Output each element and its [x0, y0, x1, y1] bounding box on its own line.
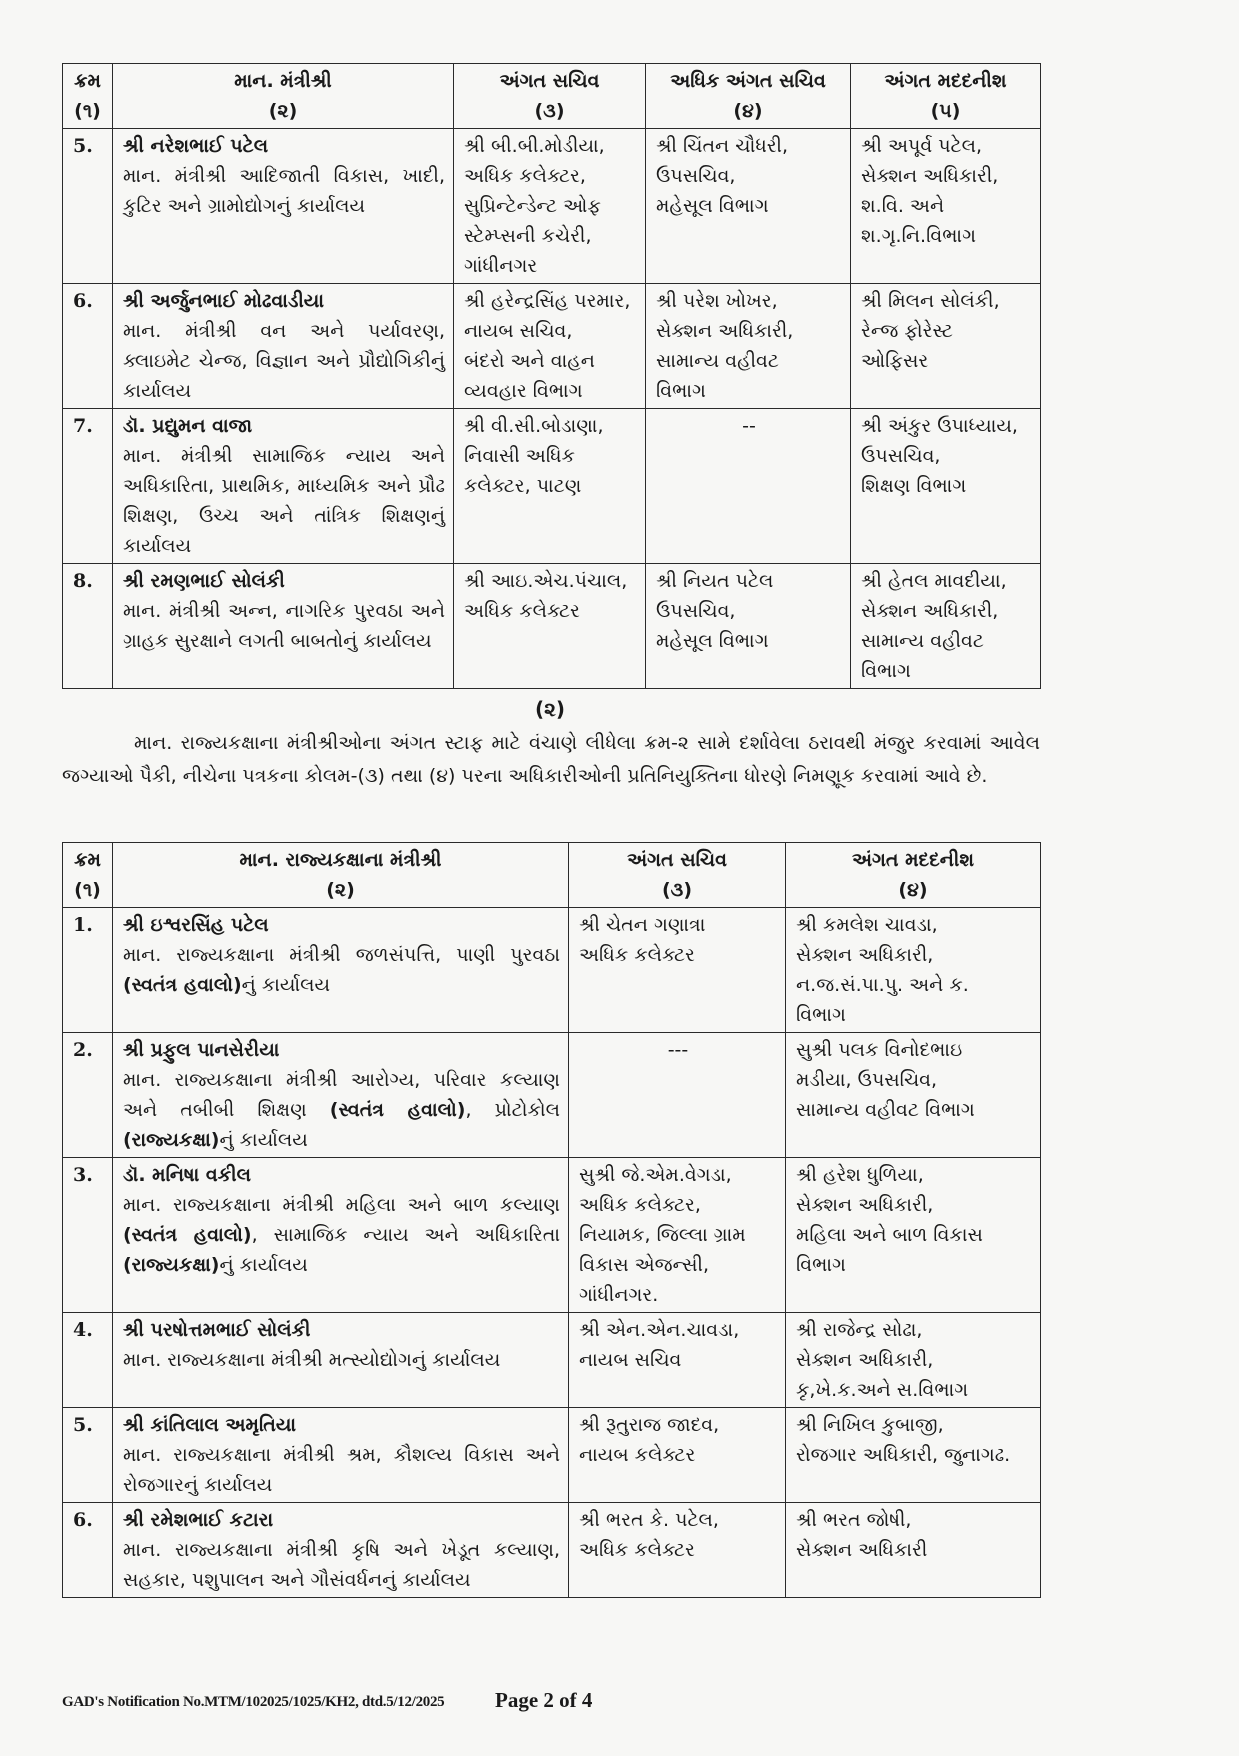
page-number: Page 2 of 4 [495, 1688, 593, 1712]
cell-line: વિભાગ [796, 1254, 846, 1276]
cell-line: શિક્ષણ વિભાગ [861, 475, 967, 497]
personal-secretary-cell [454, 564, 646, 689]
personal-secretary-cell [569, 1408, 786, 1503]
cell-line: સેક્શન અધિકારી [796, 1539, 928, 1561]
table-row [63, 1503, 1041, 1598]
cell-line: શ્રી હેતલ માવદીયા, [861, 570, 1007, 592]
cell-line: શ્રી અંકુર ઉપાધ્યાય, [861, 415, 1018, 437]
header-personal-secretary: અંગત સચિવ (૩) [569, 843, 786, 908]
cell-line: વિભાગ [656, 380, 706, 402]
personal-secretary-cell [454, 284, 646, 409]
minister-cell [113, 1158, 569, 1313]
table-row [63, 409, 1041, 564]
minister-portfolio: માન. રાજ્યકક્ષાના મંત્રીશ્રી જળસંપત્તિ, પાણી પુરવઠા (સ્વતંત્ર હવાલો)નું કાર્યાલય [123, 944, 560, 996]
cell-line: સેક્શન અધિકારી, [861, 600, 999, 622]
cell-line: મહિલા અને બાળ વિકાસ [796, 1224, 983, 1246]
cell-line: કલેક્ટર, પાટણ [464, 475, 582, 497]
cell-line: રોજગાર અધિકારી, જુનાગઢ. [796, 1444, 1011, 1466]
minister-cell [113, 129, 454, 284]
cell-line: સુશ્રી પલક વિનોદભાઇ [796, 1039, 963, 1061]
cell-line: ઉપસચિવ, [656, 600, 736, 622]
cell-line: શ.ગૃ.નિ.વિભાગ [861, 225, 976, 247]
cell-line: નિવાસી અધિક [464, 445, 575, 467]
minister-portfolio: માન. રાજ્યકક્ષાના મંત્રીશ્રી મત્સ્યોદ્યોગનું કાર્યાલય [123, 1349, 501, 1371]
serial-number: 7. [63, 409, 113, 564]
personal-assistant-cell [786, 1158, 1041, 1313]
minister-name: ડૉ. પ્રદ્યુમન વાજા [123, 415, 253, 437]
section-number: (૨) [534, 697, 566, 721]
cell-line: સુપ્રિન્ટેન્ડેન્ટ ઓફ [464, 195, 601, 217]
personal-secretary-cell [569, 1158, 786, 1313]
cell-line: શ્રી નિયત પટેલ [656, 570, 774, 592]
cell-line: અધિક કલેક્ટર [464, 600, 580, 622]
cell-line: અધિક કલેક્ટર [579, 1539, 695, 1561]
personal-assistant-cell [786, 1503, 1041, 1598]
cell-line: નાયબ સચિવ [579, 1349, 682, 1371]
cell-line: શ્રી પરેશ ખોખર, [656, 290, 778, 312]
cell-line: શ્રી ભરત જોષી, [796, 1509, 912, 1531]
minister-cell [113, 1033, 569, 1158]
cell-line: વ્યવહાર વિભાગ [464, 380, 583, 402]
personal-secretary-cell [454, 129, 646, 284]
cell-line: શ્રી ચિંતન ચૌધરી, [656, 135, 789, 157]
header-state-minister: માન. રાજ્યકક્ષાના મંત્રીશ્રી (૨) [113, 843, 569, 908]
minister-portfolio: માન. રાજ્યકક્ષાના મંત્રીશ્રી મહિલા અને બાળ કલ્યાણ (સ્વતંત્ર હવાલો), સામાજિક ન્યાય અને અધિકારિતા (રાજ્યકક્ષા)નું કાર્યાલય [123, 1194, 560, 1276]
cabinet-ministers-staff-table [62, 63, 1041, 689]
serial-number: 1. [63, 908, 113, 1033]
table-row [63, 1408, 1041, 1503]
serial-number: 2. [63, 1033, 113, 1158]
minister-name: ડૉ. મનિષા વકીલ [123, 1164, 251, 1186]
section-paragraph: માન. રાજ્યકક્ષાના મંત્રીશ્રીઓના અંગત સ્ટાફ માટે વંચાણે લીધેલા ક્રમ-૨ સામે દર્શાવેલા ઠરાવથી મંજુર કરવામાં આવેલ જગ્યાઓ પૈકી, નીચેના પત્રકના કોલમ-(૩) તથા (૪) પરના અધિકારીઓની પ્રતિનિયુક્તિના ધોરણે નિમણૂક કરવામાં આવે છે. [62, 732, 1040, 787]
personal-assistant-cell [786, 1313, 1041, 1408]
minister-portfolio: માન. મંત્રીશ્રી અન્ન, નાગરિક પુરવઠા અને ગ્રાહક સુરક્ષાને લગતી બાબતોનું કાર્યાલય [123, 600, 445, 652]
cell-line: મડીયા, ઉપસચિવ, [796, 1069, 938, 1091]
minister-name: શ્રી ઇશ્વરસિંહ પટેલ [123, 914, 269, 936]
cell-line: સામાન્ય વહીવટ [656, 350, 779, 372]
serial-number: 3. [63, 1158, 113, 1313]
cell-line: ઉપસચિવ, [656, 165, 736, 187]
header-personal-assistant: અંગત મદદનીશ (૪) [786, 843, 1041, 908]
header-serial: ક્રમ (૧) [63, 843, 113, 908]
serial-number: 8. [63, 564, 113, 689]
cell-line: કૃ,ખે.ક.અને સ.વિભાગ [796, 1379, 969, 1401]
minister-cell [113, 1408, 569, 1503]
header-additional-personal-secretary: અધિક અંગત સચિવ (૪) [646, 64, 851, 129]
personal-assistant-cell [851, 409, 1041, 564]
additional-personal-secretary-cell [646, 284, 851, 409]
minister-name: શ્રી નરેશભાઈ પટેલ [123, 135, 269, 157]
minister-cell [113, 284, 454, 409]
cell-line: સુશ્રી જે.એમ.વેગડા, [579, 1164, 732, 1186]
personal-secretary-cell [569, 1033, 786, 1158]
minister-name: શ્રી રમેશભાઈ કટારા [123, 1509, 274, 1531]
minister-name: શ્રી કાંતિલાલ અમૃતિયા [123, 1414, 297, 1436]
header-personal-secretary: અંગત સચિવ (૩) [454, 64, 646, 129]
serial-number: 4. [63, 1313, 113, 1408]
minister-portfolio: માન. મંત્રીશ્રી વન અને પર્યાવરણ, ક્લાઇમેટ ચેન્જ, વિજ્ઞાન અને પ્રૌદ્યોગિકીનું કાર્યાલય [123, 320, 445, 402]
cell-line: શ્રી હરેન્દ્રસિંહ પરમાર, [464, 290, 631, 312]
state-ministers-staff-table [62, 842, 1041, 1598]
cell-line: શ્રી નિખિલ કુબાજી, [796, 1414, 944, 1436]
personal-assistant-cell [786, 908, 1041, 1033]
header-serial: ક્રમ (૧) [63, 64, 113, 129]
minister-cell [113, 1503, 569, 1598]
table-row [63, 564, 1041, 689]
cell-line: સેક્શન અધિકારી, [861, 165, 999, 187]
table-row [63, 908, 1041, 1033]
minister-portfolio: માન. મંત્રીશ્રી સામાજિક ન્યાય અને અધિકારિતા, પ્રાથમિક, માધ્યમિક અને પ્રૌઢ શિક્ષણ, ઉચ્ચ અને તાંત્રિક શિક્ષણનું કાર્યાલય [123, 445, 445, 557]
minister-cell [113, 409, 454, 564]
table-row [63, 1033, 1041, 1158]
cell-line: સ્ટેમ્પ્સની કચેરી, [464, 225, 592, 247]
cell-line: શ્રી હરેશ ધુળિયા, [796, 1164, 924, 1186]
cell-line: અધિક કલેક્ટર, [464, 165, 586, 187]
cell-line: શ્રી રાજેન્દ્ર સોઢા, [796, 1319, 923, 1341]
serial-number: 6. [63, 1503, 113, 1598]
cell-line: નાયબ કલેક્ટર [579, 1444, 696, 1466]
cell-line: સેક્શન અધિકારી, [656, 320, 794, 342]
cell-line: શ.વિ. અને [861, 195, 945, 217]
additional-personal-secretary-cell [646, 564, 851, 689]
personal-secretary-cell [569, 1503, 786, 1598]
header-personal-assistant: અંગત મદદનીશ (૫) [851, 64, 1041, 129]
cell-line: સેક્શન અધિકારી, [796, 1194, 934, 1216]
minister-name: શ્રી પરષોત્તમભાઈ સોલંકી [123, 1319, 311, 1341]
serial-number: 5. [63, 129, 113, 284]
personal-secretary-cell [569, 1313, 786, 1408]
cell-line: સેક્શન અધિકારી, [796, 944, 934, 966]
cell-line: વિભાગ [796, 1004, 846, 1026]
cell-line: સેક્શન અધિકારી, [796, 1349, 934, 1371]
cell-line: શ્રી મિલન સોલંકી, [861, 290, 1000, 312]
minister-portfolio: માન. રાજ્યકક્ષાના મંત્રીશ્રી આરોગ્ય, પરિવાર કલ્યાણ અને તબીબી શિક્ષણ (સ્વતંત્ર હવાલો), પ્રોટોકોલ (રાજ્યકક્ષા)નું કાર્યાલય [123, 1069, 560, 1151]
cell-line: શ્રી ભરત કે. પટેલ, [579, 1509, 719, 1531]
cell-line: બંદરો અને વાહન [464, 350, 595, 372]
cell-line: રેન્જ ફોરેસ્ટ [861, 320, 953, 342]
cell-line: શ્રી આઇ.એચ.પંચાલ, [464, 570, 628, 592]
cell-line: શ્રી રૂતુરાજ જાદવ, [579, 1414, 720, 1436]
notification-reference: GAD's Notification No.MTM/102025/1025/KH2, dtd.5/12/2025 [62, 1694, 445, 1710]
minister-portfolio: માન. રાજ્યકક્ષાના મંત્રીશ્રી કૃષિ અને ખેડૂત કલ્યાણ, સહકાર, પશુપાલન અને ગૌસંવર્ધનનું કાર્યાલય [123, 1539, 560, 1591]
empty-dash: -- [742, 415, 756, 437]
minister-name: શ્રી પ્રફુલ પાનસેરીયા [123, 1039, 280, 1061]
cell-line: ઓફિસર [861, 350, 929, 372]
personal-assistant-cell [786, 1033, 1041, 1158]
additional-personal-secretary-cell [646, 409, 851, 564]
cell-line: ગાંધીનગર [464, 255, 538, 277]
cell-line: વિકાસ એજન્સી, [579, 1254, 710, 1276]
cell-line: શ્રી બી.બી.મોડીયા, [464, 135, 605, 157]
cell-line: વિભાગ [861, 660, 911, 682]
cell-line: ન.જ.સં.પા.પુ. અને ક. [796, 974, 969, 996]
cell-line: મહેસૂલ વિભાગ [656, 195, 769, 217]
cell-line: સામાન્ય વહીવટ [861, 630, 984, 652]
cell-line: શ્રી ચેતન ગણાત્રા [579, 914, 706, 936]
cell-line: શ્રી કમલેશ ચાવડા, [796, 914, 938, 936]
serial-number: 6. [63, 284, 113, 409]
cell-line: શ્રી એન.એન.ચાવડા, [579, 1319, 740, 1341]
cell-line: ઉપસચિવ, [861, 445, 941, 467]
minister-cell [113, 564, 454, 689]
cell-line: ગાંધીનગર. [579, 1284, 659, 1306]
personal-assistant-cell [786, 1408, 1041, 1503]
additional-personal-secretary-cell [646, 129, 851, 284]
table-row [63, 1313, 1041, 1408]
minister-cell [113, 1313, 569, 1408]
cell-line: અધિક કલેક્ટર, [579, 1194, 701, 1216]
cell-line: શ્રી અપૂર્વ પટેલ, [861, 135, 983, 157]
serial-number: 5. [63, 1408, 113, 1503]
cell-line: સામાન્ય વહીવટ વિભાગ [796, 1099, 975, 1121]
cell-line: શ્રી વી.સી.બોડાણા, [464, 415, 604, 437]
empty-dash: --- [667, 1039, 689, 1061]
minister-cell [113, 908, 569, 1033]
minister-portfolio: માન. રાજ્યકક્ષાના મંત્રીશ્રી શ્રમ, કૌશલ્ય વિકાસ અને રોજગારનું કાર્યાલય [123, 1444, 560, 1496]
cell-line: મહેસૂલ વિભાગ [656, 630, 769, 652]
table-row [63, 284, 1041, 409]
personal-assistant-cell [851, 564, 1041, 689]
table-row [63, 129, 1041, 284]
personal-assistant-cell [851, 129, 1041, 284]
cell-line: નિયામક, જિલ્લા ગ્રામ [579, 1224, 746, 1246]
cell-line: અધિક કલેક્ટર [579, 944, 695, 966]
minister-name: શ્રી અર્જુનભાઈ મોઢવાડીયા [123, 290, 325, 312]
table-header-row [63, 64, 1041, 129]
header-minister: માન. મંત્રીશ્રી (૨) [113, 64, 454, 129]
minister-portfolio: માન. મંત્રીશ્રી આદિજાતી વિકાસ, ખાદી, કુટિર અને ગ્રામોદ્યોગનું કાર્યાલય [123, 165, 445, 217]
personal-secretary-cell [454, 409, 646, 564]
personal-secretary-cell [569, 908, 786, 1033]
minister-name: શ્રી રમણભાઈ સોલંકી [123, 570, 285, 592]
personal-assistant-cell [851, 284, 1041, 409]
table-header-row [63, 843, 1041, 908]
cell-line: નાયબ સચિવ, [464, 320, 573, 342]
table-row [63, 1158, 1041, 1313]
